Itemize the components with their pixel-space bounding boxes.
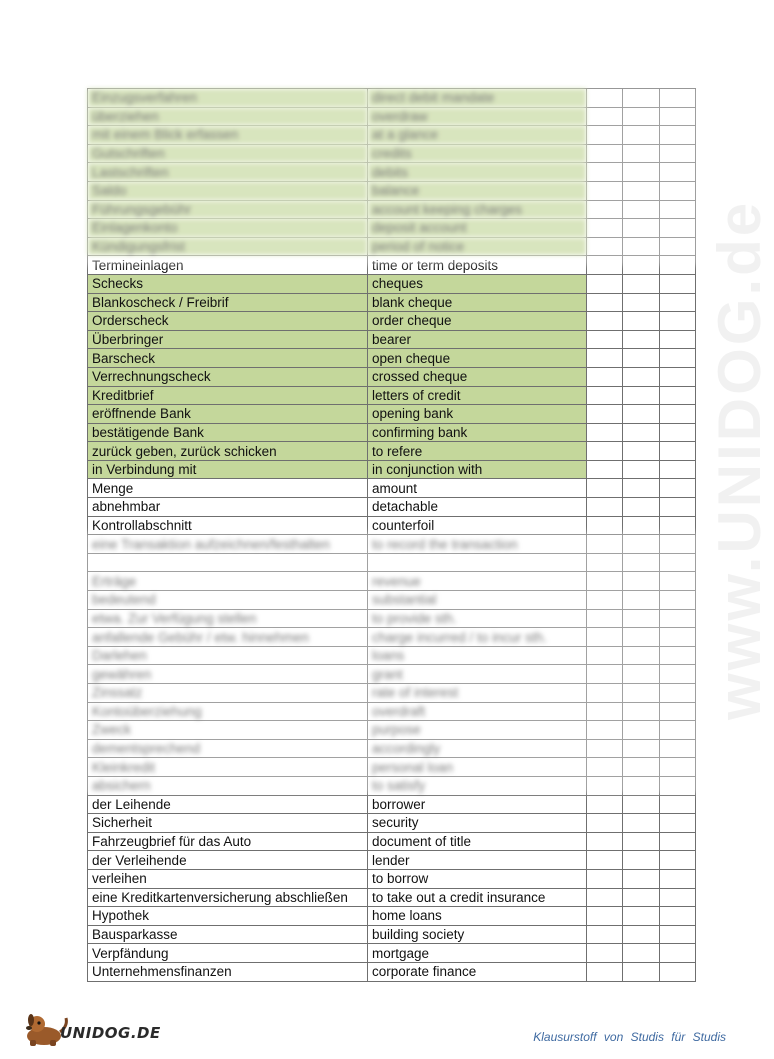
empty-cell	[623, 386, 660, 405]
empty-cell	[660, 200, 696, 219]
empty-cell	[660, 479, 696, 498]
english-term: to provide sth.	[368, 609, 587, 628]
empty-cell	[660, 684, 696, 703]
german-term: Hypothek	[88, 907, 368, 926]
empty-cell	[623, 776, 660, 795]
german-term: etwa. Zur Verfügung stellen	[88, 609, 368, 628]
english-term: security	[368, 814, 587, 833]
german-term: Gutschriften	[88, 144, 368, 163]
empty-cell	[587, 832, 623, 851]
empty-cell	[660, 163, 696, 182]
german-term: Blankoscheck / Freibrif	[88, 293, 368, 312]
table-row	[88, 460, 696, 479]
empty-cell	[660, 293, 696, 312]
english-term: lender	[368, 851, 587, 870]
german-term: Kleinkredit	[88, 758, 368, 777]
empty-cell	[587, 572, 623, 591]
german-term: gewähren	[88, 665, 368, 684]
empty-cell	[660, 832, 696, 851]
empty-cell	[587, 126, 623, 145]
table-row	[88, 312, 696, 331]
empty-cell	[660, 349, 696, 368]
empty-cell	[660, 312, 696, 331]
table-row	[88, 386, 696, 405]
watermark-text: www.UNIDOG.de	[706, 199, 773, 720]
empty-cell	[660, 776, 696, 795]
empty-cell	[660, 126, 696, 145]
empty-cell	[623, 572, 660, 591]
german-term: Termineinlagen	[88, 256, 368, 275]
empty-cell	[660, 181, 696, 200]
empty-cell	[623, 181, 660, 200]
empty-cell	[623, 126, 660, 145]
empty-cell	[660, 702, 696, 721]
empty-cell	[587, 349, 623, 368]
english-term: bearer	[368, 330, 587, 349]
english-term: corporate finance	[368, 962, 587, 981]
english-term: substantial	[368, 591, 587, 610]
empty-cell	[587, 442, 623, 461]
empty-cell	[660, 423, 696, 442]
empty-cell	[587, 293, 623, 312]
empty-cell	[587, 423, 623, 442]
table-row	[88, 888, 696, 907]
empty-cell	[587, 274, 623, 293]
table-row	[88, 869, 696, 888]
table-row	[88, 293, 696, 312]
table-row	[88, 144, 696, 163]
empty-cell	[660, 144, 696, 163]
table-row	[88, 163, 696, 182]
table-row	[88, 516, 696, 535]
empty-cell	[660, 758, 696, 777]
table-row	[88, 553, 696, 572]
table-row	[88, 591, 696, 610]
english-term: letters of credit	[368, 386, 587, 405]
german-term: Kontrollabschnitt	[88, 516, 368, 535]
table-row	[88, 200, 696, 219]
table-row	[88, 628, 696, 647]
english-term: period of notice	[368, 237, 587, 256]
german-term: Barscheck	[88, 349, 368, 368]
german-term: Sicherheit	[88, 814, 368, 833]
table-row	[88, 925, 696, 944]
german-term: absichern	[88, 776, 368, 795]
empty-cell	[587, 312, 623, 331]
empty-cell	[623, 944, 660, 963]
english-term: opening bank	[368, 405, 587, 424]
empty-cell	[623, 237, 660, 256]
table-row	[88, 237, 696, 256]
empty-cell	[623, 312, 660, 331]
english-term: revenue	[368, 572, 587, 591]
empty-cell	[587, 144, 623, 163]
english-term: document of title	[368, 832, 587, 851]
german-term: Führungsgebühr	[88, 200, 368, 219]
english-term: borrower	[368, 795, 587, 814]
empty-cell	[623, 702, 660, 721]
german-term: Kündigungsfrist	[88, 237, 368, 256]
german-term: Verpfändung	[88, 944, 368, 963]
table-row	[88, 442, 696, 461]
empty-cell	[587, 107, 623, 126]
empty-cell	[623, 423, 660, 442]
table-row	[88, 479, 696, 498]
empty-cell	[623, 256, 660, 275]
german-term: Einzugsverfahren	[88, 89, 368, 108]
german-term	[88, 553, 368, 572]
german-term: eine Transaktion aufzeichnen/festhalten	[88, 535, 368, 554]
empty-cell	[587, 962, 623, 981]
german-term: Verrechnungscheck	[88, 367, 368, 386]
empty-cell	[660, 944, 696, 963]
table-row	[88, 646, 696, 665]
english-term: to refere	[368, 442, 587, 461]
english-term: grant	[368, 665, 587, 684]
empty-cell	[623, 962, 660, 981]
english-term: detachable	[368, 498, 587, 517]
english-term: open cheque	[368, 349, 587, 368]
empty-cell	[660, 553, 696, 572]
empty-cell	[587, 646, 623, 665]
empty-cell	[660, 442, 696, 461]
empty-cell	[587, 665, 623, 684]
table-row	[88, 498, 696, 517]
empty-cell	[587, 628, 623, 647]
empty-cell	[587, 367, 623, 386]
table-row	[88, 181, 696, 200]
english-term: overdraw	[368, 107, 587, 126]
empty-cell	[623, 721, 660, 740]
german-term: in Verbindung mit	[88, 460, 368, 479]
empty-cell	[623, 628, 660, 647]
table-row	[88, 795, 696, 814]
table-row	[88, 832, 696, 851]
empty-cell	[587, 219, 623, 238]
empty-cell	[587, 516, 623, 535]
german-term: Unternehmensfinanzen	[88, 962, 368, 981]
logo-wordmark: UNIDOG.DE	[60, 1024, 161, 1042]
empty-cell	[623, 851, 660, 870]
empty-cell	[623, 330, 660, 349]
table-row	[88, 721, 696, 740]
table-row	[88, 126, 696, 145]
german-term: Schecks	[88, 274, 368, 293]
german-term: Saldo	[88, 181, 368, 200]
empty-cell	[623, 795, 660, 814]
empty-cell	[623, 869, 660, 888]
empty-cell	[660, 572, 696, 591]
german-term: bestätigende Bank	[88, 423, 368, 442]
empty-cell	[587, 888, 623, 907]
table-row	[88, 702, 696, 721]
table-row	[88, 367, 696, 386]
empty-cell	[623, 553, 660, 572]
table-row	[88, 758, 696, 777]
english-term: balance	[368, 181, 587, 200]
empty-cell	[660, 609, 696, 628]
table-row	[88, 962, 696, 981]
german-term: Erträge	[88, 572, 368, 591]
empty-cell	[660, 219, 696, 238]
german-term: Zweck	[88, 721, 368, 740]
table-row	[88, 572, 696, 591]
english-term: loans	[368, 646, 587, 665]
english-term: credits	[368, 144, 587, 163]
empty-cell	[623, 832, 660, 851]
empty-cell	[660, 814, 696, 833]
empty-cell	[660, 739, 696, 758]
english-term: to satisfy	[368, 776, 587, 795]
english-term: counterfoil	[368, 516, 587, 535]
empty-cell	[587, 721, 623, 740]
english-term: building society	[368, 925, 587, 944]
empty-cell	[587, 851, 623, 870]
german-term: eröffnende Bank	[88, 405, 368, 424]
empty-cell	[587, 181, 623, 200]
empty-cell	[587, 163, 623, 182]
empty-cell	[587, 591, 623, 610]
empty-cell	[623, 609, 660, 628]
empty-cell	[587, 944, 623, 963]
english-term: blank cheque	[368, 293, 587, 312]
german-term: Einlagenkonto	[88, 219, 368, 238]
german-term: überziehen	[88, 107, 368, 126]
empty-cell	[623, 349, 660, 368]
table-row	[88, 609, 696, 628]
german-term: Zinssatz	[88, 684, 368, 703]
german-term: Kreditbrief	[88, 386, 368, 405]
empty-cell	[660, 256, 696, 275]
empty-cell	[623, 293, 660, 312]
empty-cell	[623, 405, 660, 424]
german-term: Überbringer	[88, 330, 368, 349]
english-term: rate of interest	[368, 684, 587, 703]
empty-cell	[660, 591, 696, 610]
english-term: cheques	[368, 274, 587, 293]
empty-cell	[587, 330, 623, 349]
german-term: Darlehen	[88, 646, 368, 665]
empty-cell	[660, 869, 696, 888]
empty-cell	[587, 776, 623, 795]
empty-cell	[587, 869, 623, 888]
empty-cell	[587, 609, 623, 628]
empty-cell	[623, 535, 660, 554]
english-term: home loans	[368, 907, 587, 926]
empty-cell	[660, 535, 696, 554]
empty-cell	[587, 498, 623, 517]
empty-cell	[587, 479, 623, 498]
empty-cell	[660, 962, 696, 981]
table-row	[88, 535, 696, 554]
table-row	[88, 665, 696, 684]
empty-cell	[587, 200, 623, 219]
empty-cell	[660, 516, 696, 535]
empty-cell	[623, 498, 660, 517]
footer-tagline: Klausurstoff von Studis für Studis	[533, 1030, 726, 1044]
empty-cell	[660, 460, 696, 479]
german-term: anfallende Gebühr / etw. hinnehmen	[88, 628, 368, 647]
english-term: personal loan	[368, 758, 587, 777]
english-term: overdraft	[368, 702, 587, 721]
table-row	[88, 907, 696, 926]
table-row	[88, 256, 696, 275]
german-term: Lastschriften	[88, 163, 368, 182]
empty-cell	[660, 330, 696, 349]
empty-cell	[587, 795, 623, 814]
empty-cell	[587, 925, 623, 944]
empty-cell	[587, 739, 623, 758]
empty-cell	[660, 721, 696, 740]
table-row	[88, 349, 696, 368]
table-row	[88, 684, 696, 703]
english-term: to borrow	[368, 869, 587, 888]
empty-cell	[660, 851, 696, 870]
empty-cell	[660, 907, 696, 926]
empty-cell	[660, 89, 696, 108]
table-row	[88, 219, 696, 238]
empty-cell	[587, 386, 623, 405]
table-row	[88, 739, 696, 758]
table-row	[88, 107, 696, 126]
english-term: to take out a credit insurance	[368, 888, 587, 907]
english-term: mortgage	[368, 944, 587, 963]
empty-cell	[623, 665, 660, 684]
empty-cell	[587, 237, 623, 256]
empty-cell	[623, 907, 660, 926]
german-term: zurück geben, zurück schicken	[88, 442, 368, 461]
german-term: dementsprechend	[88, 739, 368, 758]
empty-cell	[660, 274, 696, 293]
vocabulary-table-body	[88, 89, 696, 982]
english-term: deposit account	[368, 219, 587, 238]
english-term: to record the transaction	[368, 535, 587, 554]
empty-cell	[660, 386, 696, 405]
empty-cell	[623, 814, 660, 833]
empty-cell	[623, 684, 660, 703]
empty-cell	[623, 925, 660, 944]
empty-cell	[660, 367, 696, 386]
empty-cell	[587, 758, 623, 777]
english-term: accordingly	[368, 739, 587, 758]
empty-cell	[587, 460, 623, 479]
german-term: Bausparkasse	[88, 925, 368, 944]
german-term: der Verleihende	[88, 851, 368, 870]
empty-cell	[587, 814, 623, 833]
table-row	[88, 851, 696, 870]
german-term: verleihen	[88, 869, 368, 888]
german-term: Kontoüberziehung	[88, 702, 368, 721]
empty-cell	[623, 758, 660, 777]
english-term: crossed cheque	[368, 367, 587, 386]
empty-cell	[623, 460, 660, 479]
english-term: amount	[368, 479, 587, 498]
empty-cell	[623, 200, 660, 219]
empty-cell	[623, 367, 660, 386]
english-term: in conjunction with	[368, 460, 587, 479]
empty-cell	[660, 107, 696, 126]
empty-cell	[587, 684, 623, 703]
english-term: account keeping charges	[368, 200, 587, 219]
empty-cell	[623, 274, 660, 293]
table-row	[88, 330, 696, 349]
empty-cell	[660, 498, 696, 517]
empty-cell	[660, 795, 696, 814]
empty-cell	[623, 144, 660, 163]
english-term: debits	[368, 163, 587, 182]
empty-cell	[623, 516, 660, 535]
empty-cell	[660, 925, 696, 944]
empty-cell	[623, 591, 660, 610]
table-row	[88, 423, 696, 442]
english-term: at a glance	[368, 126, 587, 145]
empty-cell	[623, 442, 660, 461]
english-term: charge incurred / to incur sth.	[368, 628, 587, 647]
english-term	[368, 553, 587, 572]
table-row	[88, 405, 696, 424]
empty-cell	[587, 553, 623, 572]
empty-cell	[587, 89, 623, 108]
table-row	[88, 814, 696, 833]
empty-cell	[623, 89, 660, 108]
empty-cell	[660, 646, 696, 665]
english-term: order cheque	[368, 312, 587, 331]
empty-cell	[623, 163, 660, 182]
empty-cell	[623, 479, 660, 498]
empty-cell	[587, 256, 623, 275]
german-term: abnehmbar	[88, 498, 368, 517]
english-term: direct debit mandate	[368, 89, 587, 108]
english-term: purpose	[368, 721, 587, 740]
empty-cell	[623, 107, 660, 126]
empty-cell	[660, 888, 696, 907]
empty-cell	[623, 739, 660, 758]
german-term: Orderscheck	[88, 312, 368, 331]
vocabulary-table	[87, 88, 696, 982]
german-term: bedeutend	[88, 591, 368, 610]
empty-cell	[587, 535, 623, 554]
english-term: confirming bank	[368, 423, 587, 442]
empty-cell	[587, 702, 623, 721]
table-row	[88, 776, 696, 795]
table-row	[88, 274, 696, 293]
table-row	[88, 944, 696, 963]
empty-cell	[623, 888, 660, 907]
empty-cell	[660, 237, 696, 256]
empty-cell	[660, 405, 696, 424]
german-term: eine Kreditkartenversicherung abschließen	[88, 888, 368, 907]
empty-cell	[660, 628, 696, 647]
empty-cell	[587, 907, 623, 926]
german-term: mit einem Blick erfassen	[88, 126, 368, 145]
german-term: Fahrzeugbrief für das Auto	[88, 832, 368, 851]
empty-cell	[623, 219, 660, 238]
empty-cell	[660, 665, 696, 684]
empty-cell	[587, 405, 623, 424]
table-row	[88, 89, 696, 108]
empty-cell	[623, 646, 660, 665]
german-term: der Leihende	[88, 795, 368, 814]
german-term: Menge	[88, 479, 368, 498]
english-term: time or term deposits	[368, 256, 587, 275]
